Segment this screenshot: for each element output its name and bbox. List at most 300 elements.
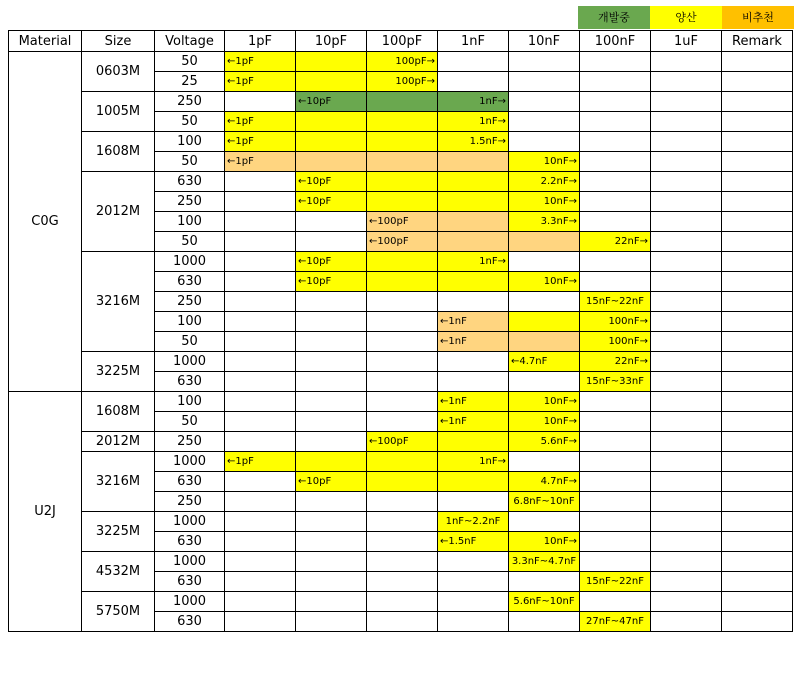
range-cell: 1nF→: [438, 252, 509, 272]
range-cell: [651, 452, 722, 472]
voltage-cell: 1000: [155, 552, 225, 572]
column-header: 100nF: [580, 31, 651, 52]
table-row: [9, 252, 793, 272]
range-cell: [722, 492, 793, 512]
range-cell: [296, 392, 367, 412]
range-cell: [722, 52, 793, 72]
material-cell: U2J: [9, 392, 82, 632]
range-cell: [296, 432, 367, 452]
range-cell: [580, 512, 651, 532]
range-cell: [722, 72, 793, 92]
range-cell: [296, 412, 367, 432]
header-row: [9, 31, 793, 52]
range-cell: [367, 112, 438, 132]
range-cell: [438, 232, 509, 252]
range-cell: [580, 172, 651, 192]
column-header: 1pF: [225, 31, 296, 52]
range-cell: [651, 412, 722, 432]
range-cell: [225, 572, 296, 592]
voltage-cell: 50: [155, 232, 225, 252]
range-cell: [225, 432, 296, 452]
range-cell: [367, 292, 438, 312]
range-cell: [225, 392, 296, 412]
range-cell: [367, 512, 438, 532]
range-cell: [580, 272, 651, 292]
range-cell: 15nF~33nF: [580, 372, 651, 392]
range-cell: ←1pF: [225, 152, 296, 172]
range-cell: [225, 512, 296, 532]
range-cell: [651, 492, 722, 512]
voltage-cell: 100: [155, 312, 225, 332]
range-cell: [651, 332, 722, 352]
range-cell: 10nF→: [509, 272, 580, 292]
range-cell: [509, 512, 580, 532]
range-cell: [438, 472, 509, 492]
voltage-cell: 50: [155, 52, 225, 72]
range-cell: ←10pF: [296, 272, 367, 292]
range-cell: [367, 172, 438, 192]
range-cell: [367, 132, 438, 152]
range-cell: [651, 592, 722, 612]
legend-item: 비추천: [722, 6, 794, 29]
range-cell: [296, 292, 367, 312]
range-cell: [296, 512, 367, 532]
range-cell: [438, 572, 509, 592]
range-cell: [509, 92, 580, 112]
range-cell: [722, 332, 793, 352]
range-cell: [296, 72, 367, 92]
column-header: Size: [82, 31, 155, 52]
range-cell: [438, 172, 509, 192]
range-cell: [651, 252, 722, 272]
range-cell: [722, 92, 793, 112]
capacitor-range-table: [8, 30, 793, 632]
range-cell: [367, 472, 438, 492]
voltage-cell: 100: [155, 132, 225, 152]
range-cell: [651, 152, 722, 172]
range-cell: [367, 572, 438, 592]
range-cell: [509, 252, 580, 272]
range-cell: [367, 252, 438, 272]
range-cell: [722, 292, 793, 312]
range-cell: [438, 152, 509, 172]
range-cell: [509, 112, 580, 132]
range-cell: [509, 372, 580, 392]
legend-item: 개발중: [578, 6, 650, 29]
column-header: 10nF: [509, 31, 580, 52]
range-cell: [296, 112, 367, 132]
range-cell: [225, 552, 296, 572]
voltage-cell: 250: [155, 492, 225, 512]
column-header: 1nF: [438, 31, 509, 52]
range-cell: [225, 232, 296, 252]
range-cell: [509, 332, 580, 352]
range-cell: ←1pF: [225, 72, 296, 92]
range-cell: [580, 252, 651, 272]
table-body: [9, 52, 793, 632]
range-cell: [509, 312, 580, 332]
range-cell: [367, 352, 438, 372]
range-cell: [722, 552, 793, 572]
voltage-cell: 1000: [155, 352, 225, 372]
range-cell: [509, 232, 580, 252]
range-cell: [651, 172, 722, 192]
range-cell: [296, 452, 367, 472]
range-cell: [225, 612, 296, 632]
range-cell: ←10pF: [296, 252, 367, 272]
range-cell: [580, 152, 651, 172]
range-cell: [438, 272, 509, 292]
range-cell: [509, 572, 580, 592]
column-header: 1uF: [651, 31, 722, 52]
range-cell: [296, 332, 367, 352]
range-cell: [651, 372, 722, 392]
range-cell: [367, 492, 438, 512]
range-cell: [296, 232, 367, 252]
range-cell: 10nF→: [509, 412, 580, 432]
table-row: [9, 452, 793, 472]
range-cell: [367, 592, 438, 612]
range-cell: [580, 392, 651, 412]
voltage-cell: 630: [155, 572, 225, 592]
range-cell: 100nF→: [580, 312, 651, 332]
voltage-cell: 250: [155, 432, 225, 452]
size-cell: 1608M: [82, 132, 155, 172]
range-cell: ←10pF: [296, 192, 367, 212]
range-cell: [580, 112, 651, 132]
range-cell: [509, 292, 580, 312]
range-cell: [367, 552, 438, 572]
size-cell: 4532M: [82, 552, 155, 592]
table-row: [9, 172, 793, 192]
range-cell: ←1nF: [438, 332, 509, 352]
range-cell: ←1nF: [438, 312, 509, 332]
range-cell: [722, 372, 793, 392]
range-cell: [580, 192, 651, 212]
range-cell: [225, 472, 296, 492]
range-cell: 1.5nF→: [438, 132, 509, 152]
range-cell: [367, 92, 438, 112]
range-cell: [509, 612, 580, 632]
range-cell: [651, 232, 722, 252]
range-cell: [296, 592, 367, 612]
range-cell: 3.3nF~4.7nF: [509, 552, 580, 572]
size-cell: 3216M: [82, 452, 155, 512]
range-cell: [225, 192, 296, 212]
range-cell: [225, 272, 296, 292]
range-cell: ←1nF: [438, 412, 509, 432]
range-cell: 27nF~47nF: [580, 612, 651, 632]
voltage-cell: 630: [155, 372, 225, 392]
size-cell: 3225M: [82, 512, 155, 552]
column-header: Remark: [722, 31, 793, 52]
range-cell: [367, 272, 438, 292]
range-cell: [580, 92, 651, 112]
range-cell: [580, 452, 651, 472]
range-cell: 1nF→: [438, 452, 509, 472]
range-cell: [580, 72, 651, 92]
size-cell: 5750M: [82, 592, 155, 632]
range-cell: ←1pF: [225, 132, 296, 152]
voltage-cell: 1000: [155, 592, 225, 612]
range-cell: [296, 312, 367, 332]
table-row: [9, 592, 793, 612]
range-cell: ←10pF: [296, 172, 367, 192]
range-cell: [225, 352, 296, 372]
size-cell: 2012M: [82, 172, 155, 252]
range-cell: [367, 372, 438, 392]
range-cell: ←10pF: [296, 92, 367, 112]
range-cell: ←1.5nF: [438, 532, 509, 552]
range-cell: [722, 432, 793, 452]
range-cell: [580, 532, 651, 552]
range-cell: 22nF→: [580, 232, 651, 252]
range-cell: [722, 472, 793, 492]
range-cell: [367, 612, 438, 632]
range-cell: [722, 192, 793, 212]
size-cell: 3225M: [82, 352, 155, 392]
voltage-cell: 1000: [155, 252, 225, 272]
range-cell: [651, 472, 722, 492]
range-cell: [296, 372, 367, 392]
range-cell: [509, 52, 580, 72]
range-cell: [651, 392, 722, 412]
range-cell: [722, 172, 793, 192]
range-cell: [651, 292, 722, 312]
range-cell: [580, 592, 651, 612]
range-cell: [296, 132, 367, 152]
range-cell: [367, 332, 438, 352]
range-cell: 3.3nF→: [509, 212, 580, 232]
range-cell: ←100pF: [367, 232, 438, 252]
column-header: 100pF: [367, 31, 438, 52]
range-cell: [651, 612, 722, 632]
legend-item: 양산: [650, 6, 722, 29]
range-cell: 10nF→: [509, 152, 580, 172]
range-cell: [722, 132, 793, 152]
range-cell: [225, 312, 296, 332]
range-cell: [509, 452, 580, 472]
range-cell: [722, 312, 793, 332]
range-cell: [651, 92, 722, 112]
range-cell: 1nF~2.2nF: [438, 512, 509, 532]
range-cell: [367, 532, 438, 552]
range-cell: [651, 352, 722, 372]
range-cell: [438, 212, 509, 232]
range-cell: [580, 132, 651, 152]
range-cell: [651, 212, 722, 232]
range-cell: [722, 252, 793, 272]
range-cell: [225, 492, 296, 512]
range-cell: [580, 492, 651, 512]
voltage-cell: 630: [155, 612, 225, 632]
voltage-cell: 50: [155, 332, 225, 352]
range-cell: 4.7nF→: [509, 472, 580, 492]
range-cell: ←1pF: [225, 452, 296, 472]
range-cell: [438, 372, 509, 392]
voltage-cell: 100: [155, 392, 225, 412]
range-cell: 10nF→: [509, 192, 580, 212]
size-cell: 0603M: [82, 52, 155, 92]
voltage-cell: 630: [155, 272, 225, 292]
range-cell: [367, 312, 438, 332]
range-cell: [722, 112, 793, 132]
range-cell: ←4.7nF: [509, 352, 580, 372]
range-cell: 100nF→: [580, 332, 651, 352]
voltage-cell: 1000: [155, 452, 225, 472]
range-cell: ←10pF: [296, 472, 367, 492]
range-cell: 1nF→: [438, 112, 509, 132]
column-header: Voltage: [155, 31, 225, 52]
range-cell: [651, 272, 722, 292]
range-cell: [651, 192, 722, 212]
range-cell: [722, 612, 793, 632]
range-cell: [296, 612, 367, 632]
range-cell: [580, 412, 651, 432]
range-cell: [438, 612, 509, 632]
size-cell: 1005M: [82, 92, 155, 132]
range-cell: 10nF→: [509, 532, 580, 552]
range-cell: [225, 292, 296, 312]
range-cell: ←1pF: [225, 52, 296, 72]
range-cell: [651, 432, 722, 452]
range-cell: 5.6nF→: [509, 432, 580, 452]
range-cell: [722, 452, 793, 472]
range-cell: [722, 392, 793, 412]
range-cell: [367, 452, 438, 472]
voltage-cell: 100: [155, 212, 225, 232]
range-cell: 5.6nF~10nF: [509, 592, 580, 612]
range-cell: [722, 152, 793, 172]
range-cell: [296, 352, 367, 372]
voltage-cell: 50: [155, 412, 225, 432]
range-cell: [722, 232, 793, 252]
range-cell: [651, 132, 722, 152]
column-header: 10pF: [296, 31, 367, 52]
range-cell: [651, 72, 722, 92]
size-cell: 3216M: [82, 252, 155, 352]
table-row: [9, 132, 793, 152]
range-cell: [225, 372, 296, 392]
range-cell: 100pF→: [367, 72, 438, 92]
range-cell: [722, 592, 793, 612]
range-cell: [651, 512, 722, 532]
voltage-cell: 1000: [155, 512, 225, 532]
range-cell: [509, 132, 580, 152]
range-cell: [367, 192, 438, 212]
range-cell: ←1pF: [225, 112, 296, 132]
column-header: Material: [9, 31, 82, 52]
range-cell: [438, 292, 509, 312]
range-cell: [225, 532, 296, 552]
table-row: [9, 512, 793, 532]
range-cell: [438, 192, 509, 212]
range-cell: ←100pF: [367, 432, 438, 452]
range-cell: [651, 572, 722, 592]
range-cell: [296, 532, 367, 552]
material-cell: C0G: [9, 52, 82, 392]
range-cell: [438, 52, 509, 72]
range-cell: [580, 472, 651, 492]
table-row: [9, 352, 793, 372]
range-cell: 15nF~22nF: [580, 572, 651, 592]
range-cell: [367, 152, 438, 172]
range-cell: [225, 212, 296, 232]
range-cell: 100pF→: [367, 52, 438, 72]
range-cell: 1nF→: [438, 92, 509, 112]
range-cell: 10nF→: [509, 392, 580, 412]
range-cell: [722, 512, 793, 532]
range-cell: [225, 332, 296, 352]
table-row: [9, 432, 793, 452]
range-cell: ←1nF: [438, 392, 509, 412]
size-cell: 1608M: [82, 392, 155, 432]
range-cell: [722, 412, 793, 432]
range-cell: [438, 552, 509, 572]
size-cell: 2012M: [82, 432, 155, 452]
table-row: [9, 552, 793, 572]
range-cell: 6.8nF~10nF: [509, 492, 580, 512]
voltage-cell: 630: [155, 532, 225, 552]
range-cell: [438, 592, 509, 612]
range-cell: [722, 352, 793, 372]
range-cell: [722, 272, 793, 292]
range-cell: [509, 72, 580, 92]
range-cell: ←100pF: [367, 212, 438, 232]
voltage-cell: 25: [155, 72, 225, 92]
voltage-cell: 250: [155, 292, 225, 312]
range-cell: [580, 432, 651, 452]
range-cell: 2.2nF→: [509, 172, 580, 192]
range-cell: [722, 532, 793, 552]
range-cell: [225, 412, 296, 432]
range-cell: [438, 432, 509, 452]
range-cell: [296, 152, 367, 172]
range-cell: [225, 592, 296, 612]
voltage-cell: 630: [155, 172, 225, 192]
table-row: [9, 92, 793, 112]
range-cell: [367, 392, 438, 412]
range-cell: [225, 252, 296, 272]
range-cell: [296, 572, 367, 592]
color-legend: [578, 6, 794, 29]
range-cell: [225, 172, 296, 192]
voltage-cell: 50: [155, 112, 225, 132]
range-cell: 22nF→: [580, 352, 651, 372]
range-cell: [651, 112, 722, 132]
range-cell: [296, 52, 367, 72]
range-cell: [651, 552, 722, 572]
table-row: [9, 392, 793, 412]
range-cell: [225, 92, 296, 112]
range-cell: [296, 552, 367, 572]
voltage-cell: 250: [155, 192, 225, 212]
range-cell: [296, 492, 367, 512]
range-cell: [651, 532, 722, 552]
range-cell: [651, 312, 722, 332]
range-cell: 15nF~22nF: [580, 292, 651, 312]
range-cell: [296, 212, 367, 232]
range-cell: [367, 412, 438, 432]
range-cell: [438, 72, 509, 92]
range-cell: [580, 552, 651, 572]
range-cell: [438, 492, 509, 512]
range-cell: [580, 52, 651, 72]
range-cell: [651, 52, 722, 72]
range-cell: [438, 352, 509, 372]
voltage-cell: 630: [155, 472, 225, 492]
range-cell: [722, 212, 793, 232]
